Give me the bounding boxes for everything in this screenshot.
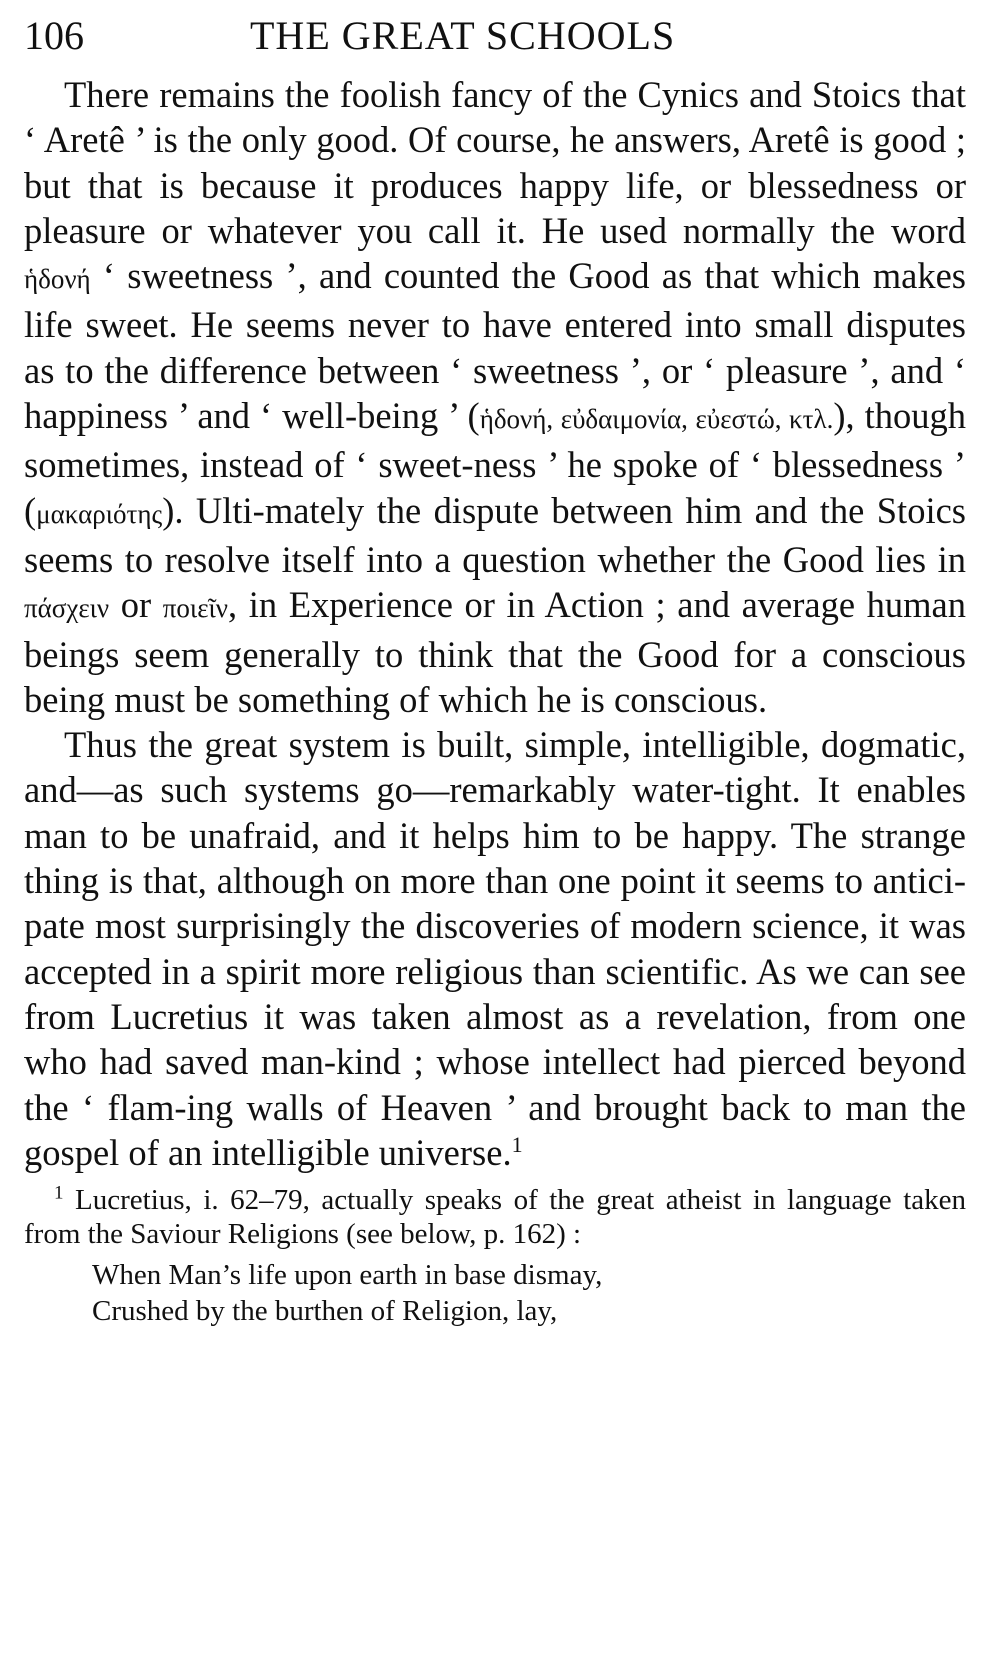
greek-term-poiein: ποιεῖν	[162, 593, 229, 624]
paragraph-1	[24, 72, 966, 722]
footnote	[24, 1183, 966, 1329]
footnote-paragraph	[24, 1183, 966, 1251]
footnote-verse	[92, 1257, 966, 1329]
paragraph-2-text: Thus the great system is built, simple, intelligible, dogmatic, and—as such systems go—remarkably water-tight. It enables man to be unafraid, and it helps him to be happy. The strange thing is that, although on more than one point it seems to antici-pate most surprisingly the discoveries of modern science, it was accepted in a spirit more religious than scientific. As we can see from Lucretius it was taken almost as a revelation, from one who had saved man-kind ; whose intellect had pierced beyond the ‘ flam-ing walls of Heaven ’ and brought back to man the gospel of an intelligible universe.	[24, 724, 966, 1173]
running-title: THE GREAT SCHOOLS	[250, 13, 676, 58]
greek-term-paschein: πάσχειν	[24, 593, 110, 624]
page-number: 106	[24, 13, 84, 58]
paragraph-1-text-1: There remains the foolish fancy of the Cynics and Stoics that ‘ Aretê ’ is the only good. Of course, he answers, Aretê is good ; but that is because it produces happy life, or blessedness or pleasure or whatever you call it. He used normally the word	[24, 74, 966, 251]
greek-terms-list: ἡδονή, εὐδαιμονία, εὐεστώ, κτλ.	[479, 404, 834, 435]
footnote-text: Lucretius, i. 62–79, actually speaks of the great atheist in language taken from the Saviour Religions (see below, p. 162) :	[24, 1184, 966, 1251]
paragraph-2	[24, 722, 966, 1175]
paragraph-1-text-4: ). Ulti-mately the dispute between him and the Stoics seems to resolve itself into a question whether the Good lies in	[24, 489, 966, 580]
footnote-reference[interactable]: 1	[511, 1131, 523, 1157]
paragraph-1-text-6: , in Experience or in Action ; and average human beings seem generally to think that the Good for a conscious being must be something of which he is conscious.	[24, 584, 967, 720]
verse-line-2: Crushed by the burthen of Religion, lay,	[92, 1295, 558, 1328]
greek-term-makariotes: μακαριότης	[36, 498, 163, 529]
greek-term-hedone: ἡδονή	[24, 264, 91, 295]
body-text	[24, 72, 966, 1175]
paragraph-1-text-3: ), though sometimes, instead of ‘ sweet-ness ’ he spoke of ‘ blessedness ’ (	[24, 395, 966, 531]
paragraph-1-text-2: ‘ sweetness ’, and counted the Good as that which makes life sweet. He seems never to have entered into small disputes as to the difference between ‘ sweetness ’, or ‘ pleasure ’, and ‘ happiness ’ and ‘ well-being ’ (	[24, 255, 966, 437]
verse-line-1: When Man’s life upon earth in base dismay,	[92, 1259, 603, 1292]
page-header	[24, 12, 966, 72]
paragraph-1-text-5: or	[109, 584, 163, 626]
footnote-mark: 1	[54, 1182, 64, 1204]
